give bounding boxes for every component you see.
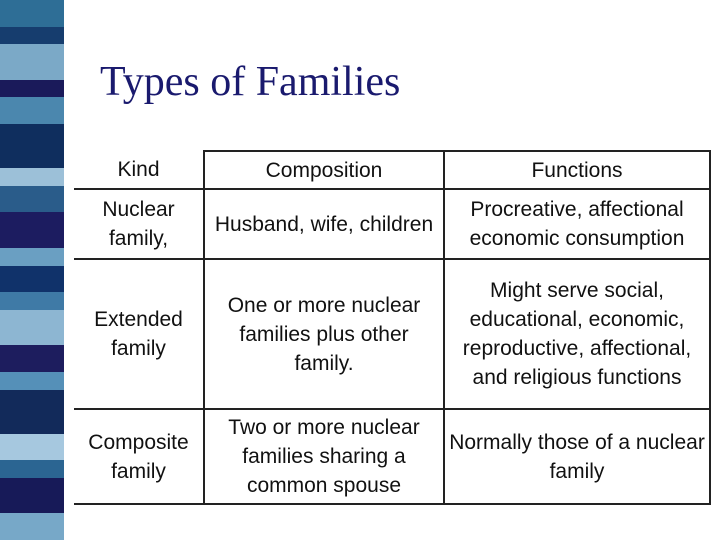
stripe-segment (0, 0, 64, 27)
family-types-table (74, 150, 711, 505)
stripe-segment (0, 80, 64, 98)
cell-functions: Might serve social, educational, economic, reproductive, affectional, and religious functions (444, 259, 710, 409)
stripe-segment (0, 345, 64, 372)
stripe-segment (0, 513, 64, 540)
stripe-segment (0, 97, 64, 124)
cell-functions: Procreative, affectional economic consumption (444, 189, 710, 259)
cell-kind: Composite family (74, 409, 204, 504)
stripe-segment (0, 372, 64, 390)
stripe-segment (0, 27, 64, 45)
stripe-segment (0, 390, 64, 434)
table-row (74, 409, 710, 504)
header-composition: Composition (204, 151, 444, 189)
decorative-stripe-bar (0, 0, 64, 540)
stripe-segment (0, 248, 64, 266)
table-row (74, 189, 710, 259)
stripe-segment (0, 168, 64, 186)
stripe-segment (0, 186, 64, 213)
cell-functions: Normally those of a nuclear family (444, 409, 710, 504)
cell-composition: One or more nuclear families plus other family. (204, 259, 444, 409)
stripe-segment (0, 212, 64, 247)
cell-composition: Two or more nuclear families sharing a common spouse (204, 409, 444, 504)
cell-kind: Nuclear family, (74, 189, 204, 259)
header-functions: Functions (444, 151, 710, 189)
stripe-segment (0, 44, 64, 79)
table-row (74, 259, 710, 409)
header-kind: Kind (74, 151, 204, 189)
cell-composition: Husband, wife, children (204, 189, 444, 259)
stripe-segment (0, 478, 64, 513)
slide-title: Types of Families (100, 59, 401, 105)
table-header-row (74, 151, 710, 189)
stripe-segment (0, 266, 64, 293)
stripe-segment (0, 460, 64, 478)
stripe-segment (0, 292, 64, 310)
stripe-segment (0, 124, 64, 168)
stripe-segment (0, 434, 64, 461)
cell-kind: Extended family (74, 259, 204, 409)
stripe-segment (0, 310, 64, 345)
